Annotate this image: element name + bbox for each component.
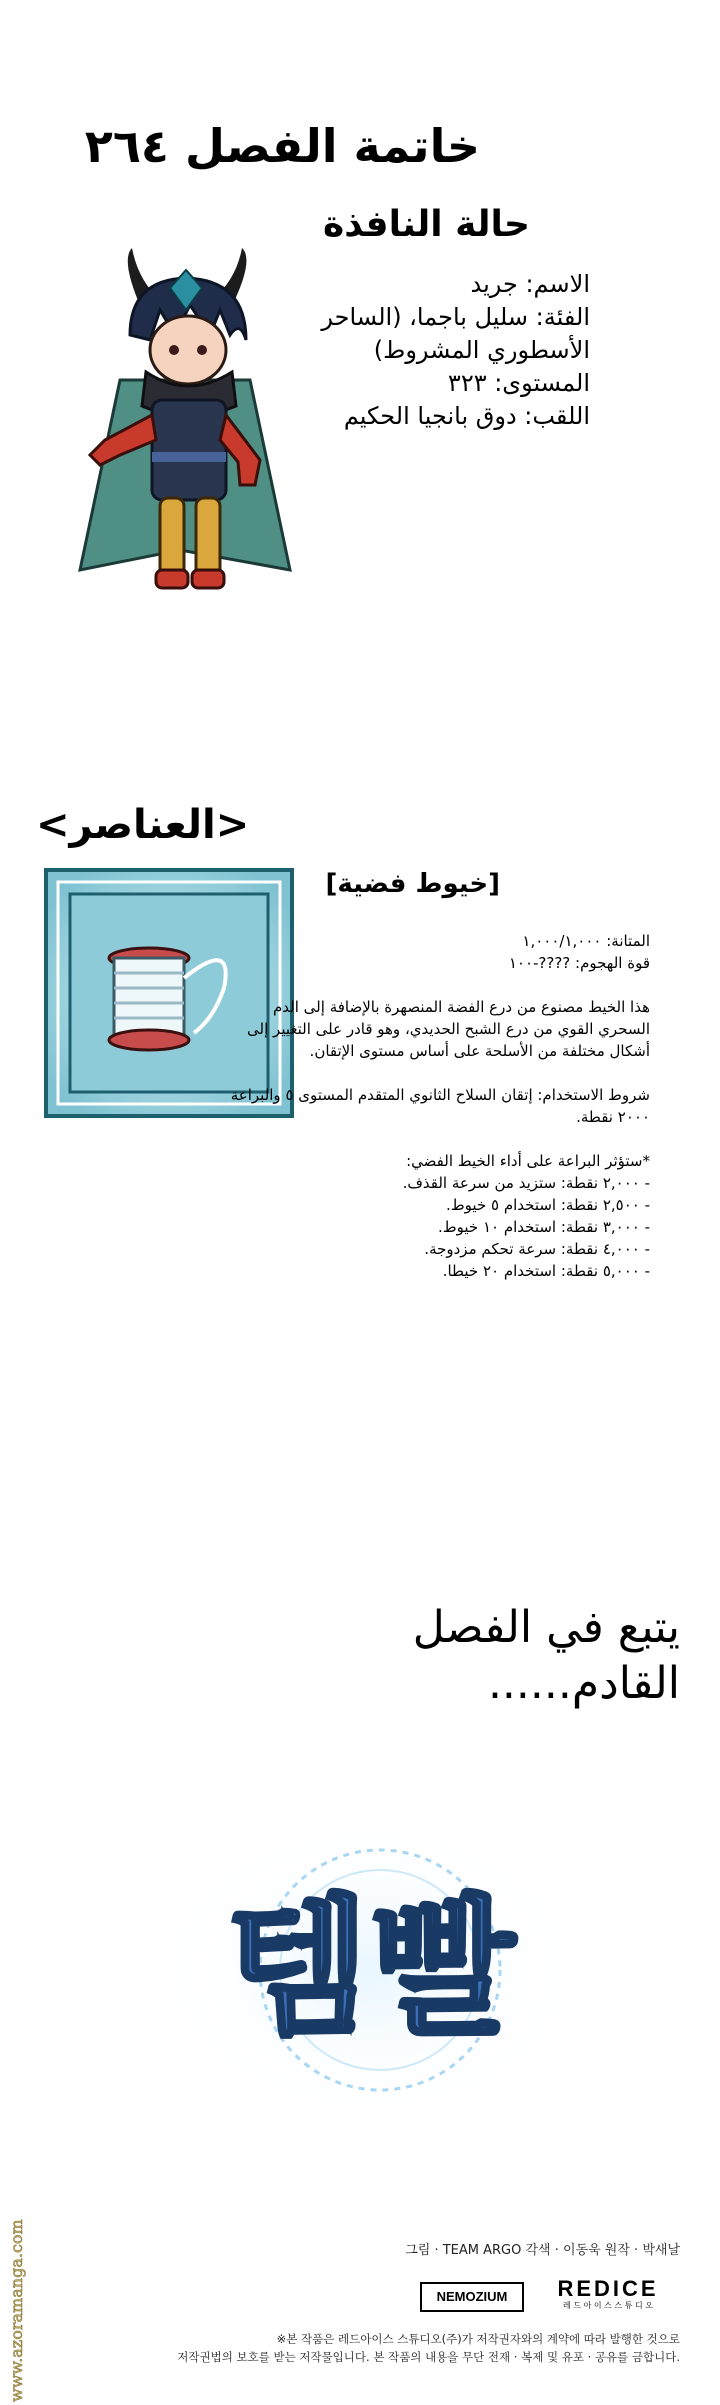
item-requirement-1: شروط الاستخدام: إتقان السلاح الثانوي المتقدم المستوى ٥ والبراعة [230, 1086, 650, 1104]
redice-logo-sub: 레 드 아 이 스 스 튜 디 오 [563, 2301, 653, 2310]
site-watermark [0, 2140, 36, 2405]
publisher-logos [420, 2278, 680, 2314]
nemozium-logo: NEMOZIUM [420, 2282, 524, 2312]
notice-line-2: 저작권법의 보호를 받는 저작물입니다. 본 작품의 내용을 무단 전재 · 복제 및 유포 · 공유를 금합니다. [177, 2350, 680, 2364]
to-be-continued [300, 1600, 680, 1712]
item-desc-1: هذا الخيط مصنوع من درع الفضة المنصهرة بالإضافة إلى الدم [273, 998, 650, 1016]
item-desc-3: أشكال مختلفة من الأسلحة على أساس مستوى الإتقان. [309, 1042, 650, 1060]
continued-line-2: القادم...... [487, 1658, 680, 1709]
item-effect-heading: *ستؤثر البراعة على أداء الخيط الفضي: [406, 1152, 650, 1170]
item-attack: قوة الهجوم: ????-١٠٠ [508, 954, 650, 972]
status-window-lines [320, 268, 590, 433]
item-name: [خيوط فضية] [325, 869, 500, 899]
chapter-end-title: خاتمة الفصل ٢٦٤ [84, 119, 480, 173]
item-effect-5: - ٥,٠٠٠ نقطة: استخدام ٢٠ خيطا. [442, 1262, 650, 1280]
notice-line-1: ※본 작품은 레드아이스 스튜디오(주)가 저작권자와의 계약에 따라 발행한 것으로 [276, 2332, 680, 2346]
series-logo [160, 1820, 580, 2120]
status-level: المستوى: ٣٢٣ [447, 369, 590, 397]
watermark-text: www.azoramanga.com [7, 2219, 26, 2402]
spacer [270, 1128, 650, 1150]
item-requirement-2: ٢٠٠٠ نقطة. [576, 1108, 650, 1126]
status-name: الاسم: جريد [470, 270, 590, 298]
status-class: الفئة: سليل باجما، (الساحر [321, 303, 590, 331]
status-window-heading: حالة النافذة [322, 204, 530, 245]
status-title: اللقب: دوق بانجيا الحكيم [343, 402, 590, 430]
item-effect-1: - ٢,٠٠٠ نقطة: ستزيد من سرعة القذف. [402, 1174, 650, 1192]
item-effect-4: - ٤,٠٠٠ نقطة: سرعة تحكم مزدوجة. [424, 1240, 650, 1258]
item-durability: المتانة: ١,٠٠٠/١,٠٠٠ [522, 932, 650, 950]
item-description [230, 930, 650, 1282]
items-heading: <العناصر> [36, 802, 250, 848]
item-effect-3: - ٣,٠٠٠ نقطة: استخدام ١٠ خيوط. [437, 1218, 650, 1236]
spacer [270, 1062, 650, 1084]
spacer [270, 974, 650, 996]
credits-line: 그림 · TEAM ARGO 각색 · 이동욱 원작 · 박새날 [405, 2243, 680, 2258]
redice-logo [538, 2278, 678, 2314]
logo-text: 템빨 [225, 1882, 515, 2056]
copyright-notice [170, 2330, 680, 2366]
item-effect-2: - ٢,٥٠٠ نقطة: استخدام ٥ خيوط. [446, 1196, 650, 1214]
status-class-cont: الأسطوري المشروط) [373, 336, 590, 364]
character-illustration [60, 240, 310, 640]
redice-logo-text: REDICE [557, 2276, 659, 2301]
continued-line-1: يتبع في الفصل [412, 1602, 680, 1653]
item-image-frame [44, 868, 294, 1118]
item-desc-2: السحري القوي من درع الشبح الحديدي، وهو قادر على التغيير إلى [247, 1020, 650, 1038]
